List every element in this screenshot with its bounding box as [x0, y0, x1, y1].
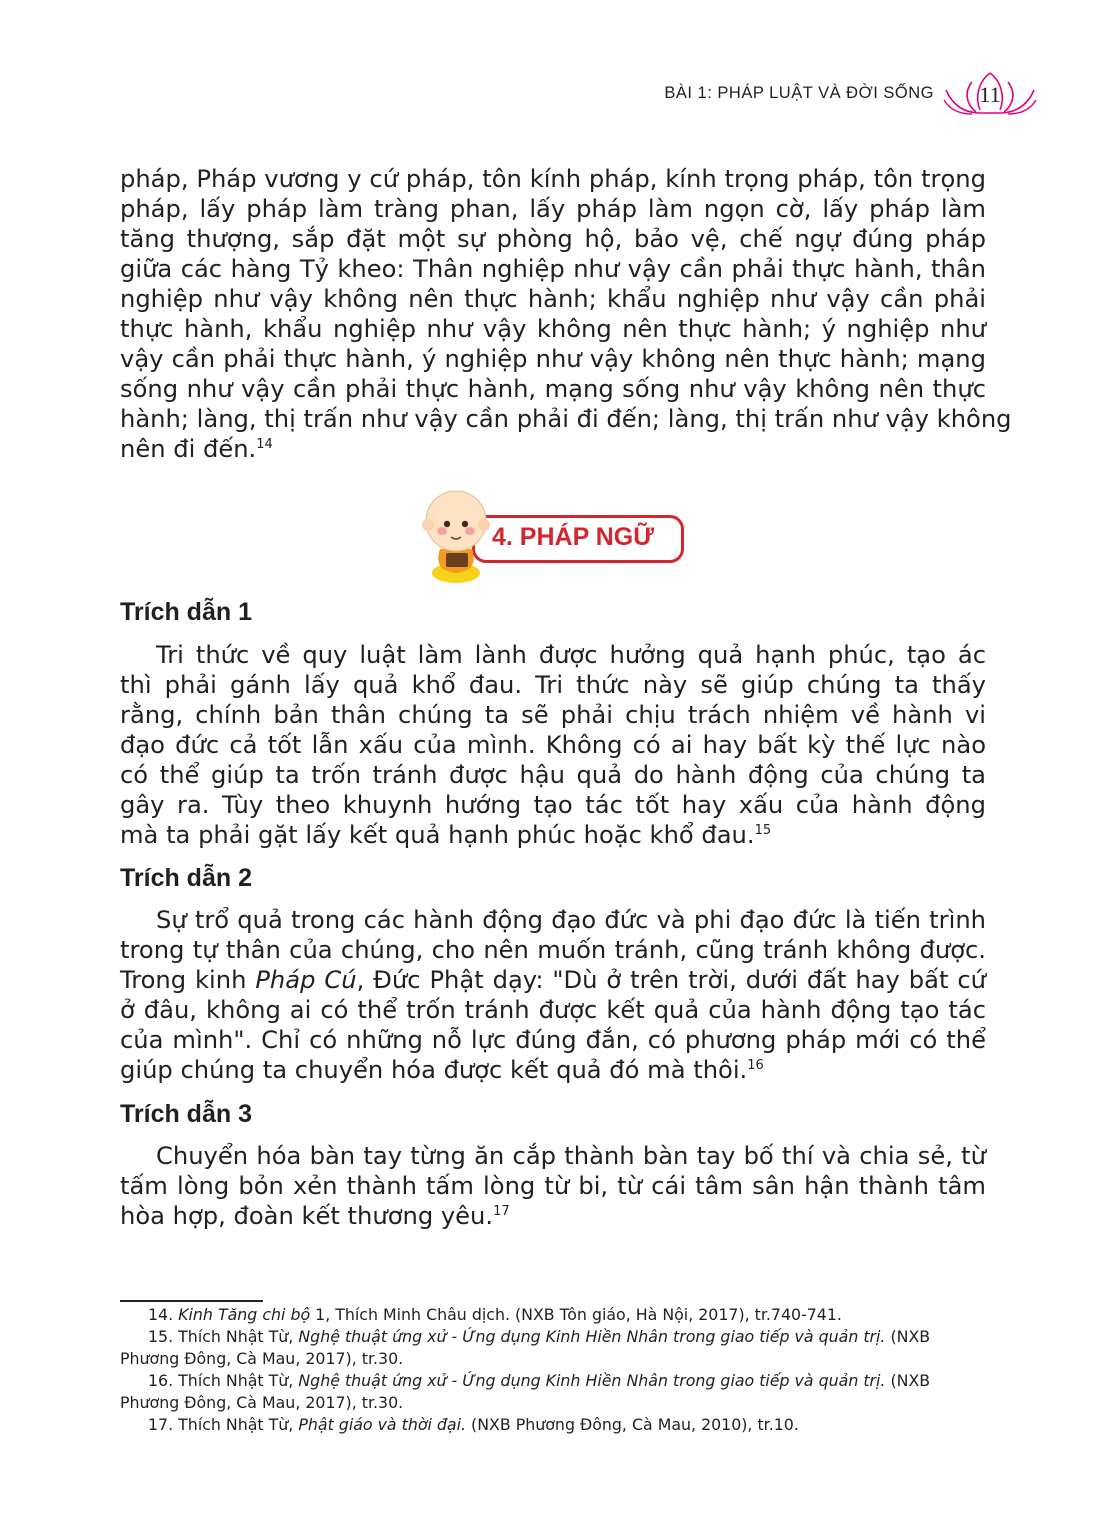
quote-1-paragraph — [120, 640, 986, 850]
text-line: giữa các hàng Tỷ kheo: Thân nghiệp như vậy cần phải thực hành, thân — [120, 255, 986, 283]
section-heading — [420, 487, 690, 587]
text-line: thì phải gánh lấy quả khổ đau. Tri thức này sẽ giúp chúng ta thấy — [120, 671, 986, 699]
quote-3-title: Trích dẫn 3 — [120, 1100, 252, 1128]
page-number: 11 — [979, 82, 1001, 107]
footnote-text: 1, Thích Minh Châu dịch. (NXB Tôn giáo, Hà Nội, 2017), tr.740-741. — [310, 1305, 842, 1324]
text-line: rằng, chính bản thân chúng ta sẽ phải chịu trách nhiệm về hành vi — [120, 701, 986, 729]
text-line: của mình". Chỉ có những nỗ lực đúng đắn, có phương pháp mới có thể — [120, 1026, 986, 1054]
text-line: thực hành, khẩu nghiệp như vậy không nên thực hành; ý nghiệp như — [120, 315, 986, 343]
footnotes — [120, 1304, 986, 1436]
text-line — [120, 1055, 986, 1085]
text-line: ở đâu, không ai có thể trốn tránh được kết quả của hành động tạo tác — [120, 996, 986, 1024]
footnote-14 — [120, 1304, 986, 1326]
footnote-author: Thích Nhật Từ, — [178, 1327, 299, 1346]
text-fragment: giúp chúng ta chuyển hóa được kết quả đó mà thôi. — [120, 1056, 748, 1084]
footnote-ref: 15 — [754, 823, 772, 838]
text-line: Sự trổ quả trong các hành động đạo đức và phi đạo đức là tiến trình — [156, 906, 986, 934]
section-title: 4. PHÁP NGỮ — [492, 523, 654, 551]
quote-2-paragraph — [120, 905, 986, 1085]
footnote-text: (NXB — [885, 1371, 931, 1390]
quote-2-title: Trích dẫn 2 — [120, 864, 252, 892]
text-line: hành; làng, thị trấn như vậy cần phải đi đến; làng, thị trấn như vậy không — [120, 405, 1012, 433]
text-fragment: nên đi đến. — [120, 435, 257, 463]
text-fragment: mà ta phải gặt lấy kết quả hạnh phúc hoặc khổ đau. — [120, 821, 755, 849]
footnote-15-cont: Phương Đông, Cà Mau, 2017), tr.30. — [120, 1349, 404, 1368]
footnote-17 — [120, 1414, 986, 1436]
footnote-16 — [120, 1370, 986, 1392]
chapter-title: BÀI 1: PHÁP LUẬT VÀ ĐỜI SỐNG — [664, 83, 934, 102]
text-line — [120, 1201, 986, 1231]
text-fragment: , Đức Phật dạy: "Dù ở trên trời, dưới đất hay bất cứ — [356, 966, 986, 994]
footnote-title: Nghệ thuật ứng xử - Ứng dụng Kinh Hiền Nhân trong giao tiếp và quản trị. — [298, 1371, 886, 1390]
monk-mascot-icon — [420, 487, 500, 587]
text-line — [120, 965, 986, 995]
footnote-author: Thích Nhật Từ, — [178, 1371, 299, 1390]
text-line: có thể giúp ta trốn tránh được hậu quả do hành động của chúng ta — [120, 761, 986, 789]
footnote-number: 14. — [148, 1305, 179, 1324]
footnote-title: Nghệ thuật ứng xử - Ứng dụng Kinh Hiền Nhân trong giao tiếp và quản trị. — [298, 1327, 886, 1346]
text-line: đạo đức cả tốt lẫn xấu của mình. Không có ai hay bất kỳ thế lực nào — [120, 731, 986, 759]
text-line — [120, 820, 986, 850]
text-line: Chuyển hóa bàn tay từng ăn cắp thành bàn tay bố thí và chia sẻ, từ — [156, 1142, 986, 1170]
text-line: gây ra. Tùy theo khuynh hướng tạo tác tốt hay xấu của hành động — [120, 791, 986, 819]
footnote-number: 17. — [148, 1415, 179, 1434]
footnote-title: Kinh Tăng chi bộ — [178, 1305, 311, 1324]
running-header — [664, 70, 1038, 116]
text-line: sống như vậy cần phải thực hành, mạng sống như vậy không nên thực — [120, 375, 986, 403]
footnote-15 — [120, 1326, 986, 1348]
quote-3-paragraph — [120, 1141, 986, 1231]
lotus-page-ornament — [942, 70, 1038, 116]
text-line: pháp, lấy pháp làm tràng phan, lấy pháp làm ngọn cờ, lấy pháp làm — [120, 195, 986, 223]
footnote-title: Phật giáo và thời đại. — [298, 1415, 467, 1434]
quote-1-title: Trích dẫn 1 — [120, 598, 252, 626]
text-line: pháp, Pháp vương y cứ pháp, tôn kính pháp, kính trọng pháp, tôn trọng — [120, 165, 986, 193]
text-fragment: Trong kinh — [120, 966, 256, 994]
book-title: Pháp Cú — [255, 966, 357, 994]
text-line: vậy cần phải thực hành, ý nghiệp như vậy không nên thực hành; mạng — [120, 345, 986, 373]
footnote-author: Thích Nhật Từ, — [178, 1415, 299, 1434]
text-fragment: hòa hợp, đoàn kết thương yêu. — [120, 1202, 494, 1230]
text-line: nghiệp như vậy không nên thực hành; khẩu nghiệp như vậy cần phải — [120, 285, 986, 313]
footnote-number: 15. — [148, 1327, 179, 1346]
intro-paragraph — [120, 164, 1012, 464]
footnote-ref: 14 — [256, 437, 273, 452]
footnote-ref: 16 — [747, 1058, 764, 1073]
text-line: trong tự thân của chúng, cho nên muốn tránh, cũng tránh không được. — [120, 936, 986, 964]
text-line: tấm lòng bỏn xẻn thành tấm lòng từ bi, từ cái tâm sân hận thành tâm — [120, 1172, 986, 1200]
footnote-16-cont: Phương Đông, Cà Mau, 2017), tr.30. — [120, 1393, 404, 1412]
text-line: Tri thức về quy luật làm lành được hưởng quả hạnh phúc, tạo ác — [156, 641, 986, 669]
footnote-text: (NXB — [885, 1327, 931, 1346]
footnote-divider — [120, 1300, 263, 1302]
footnote-text: (NXB Phương Đông, Cà Mau, 2010), tr.10. — [466, 1415, 799, 1434]
text-line: tăng thượng, sắp đặt một sự phòng hộ, bảo vệ, chế ngự đúng pháp — [120, 225, 986, 253]
footnote-ref: 17 — [493, 1204, 510, 1219]
text-line — [120, 434, 986, 464]
footnote-number: 16. — [148, 1371, 179, 1390]
